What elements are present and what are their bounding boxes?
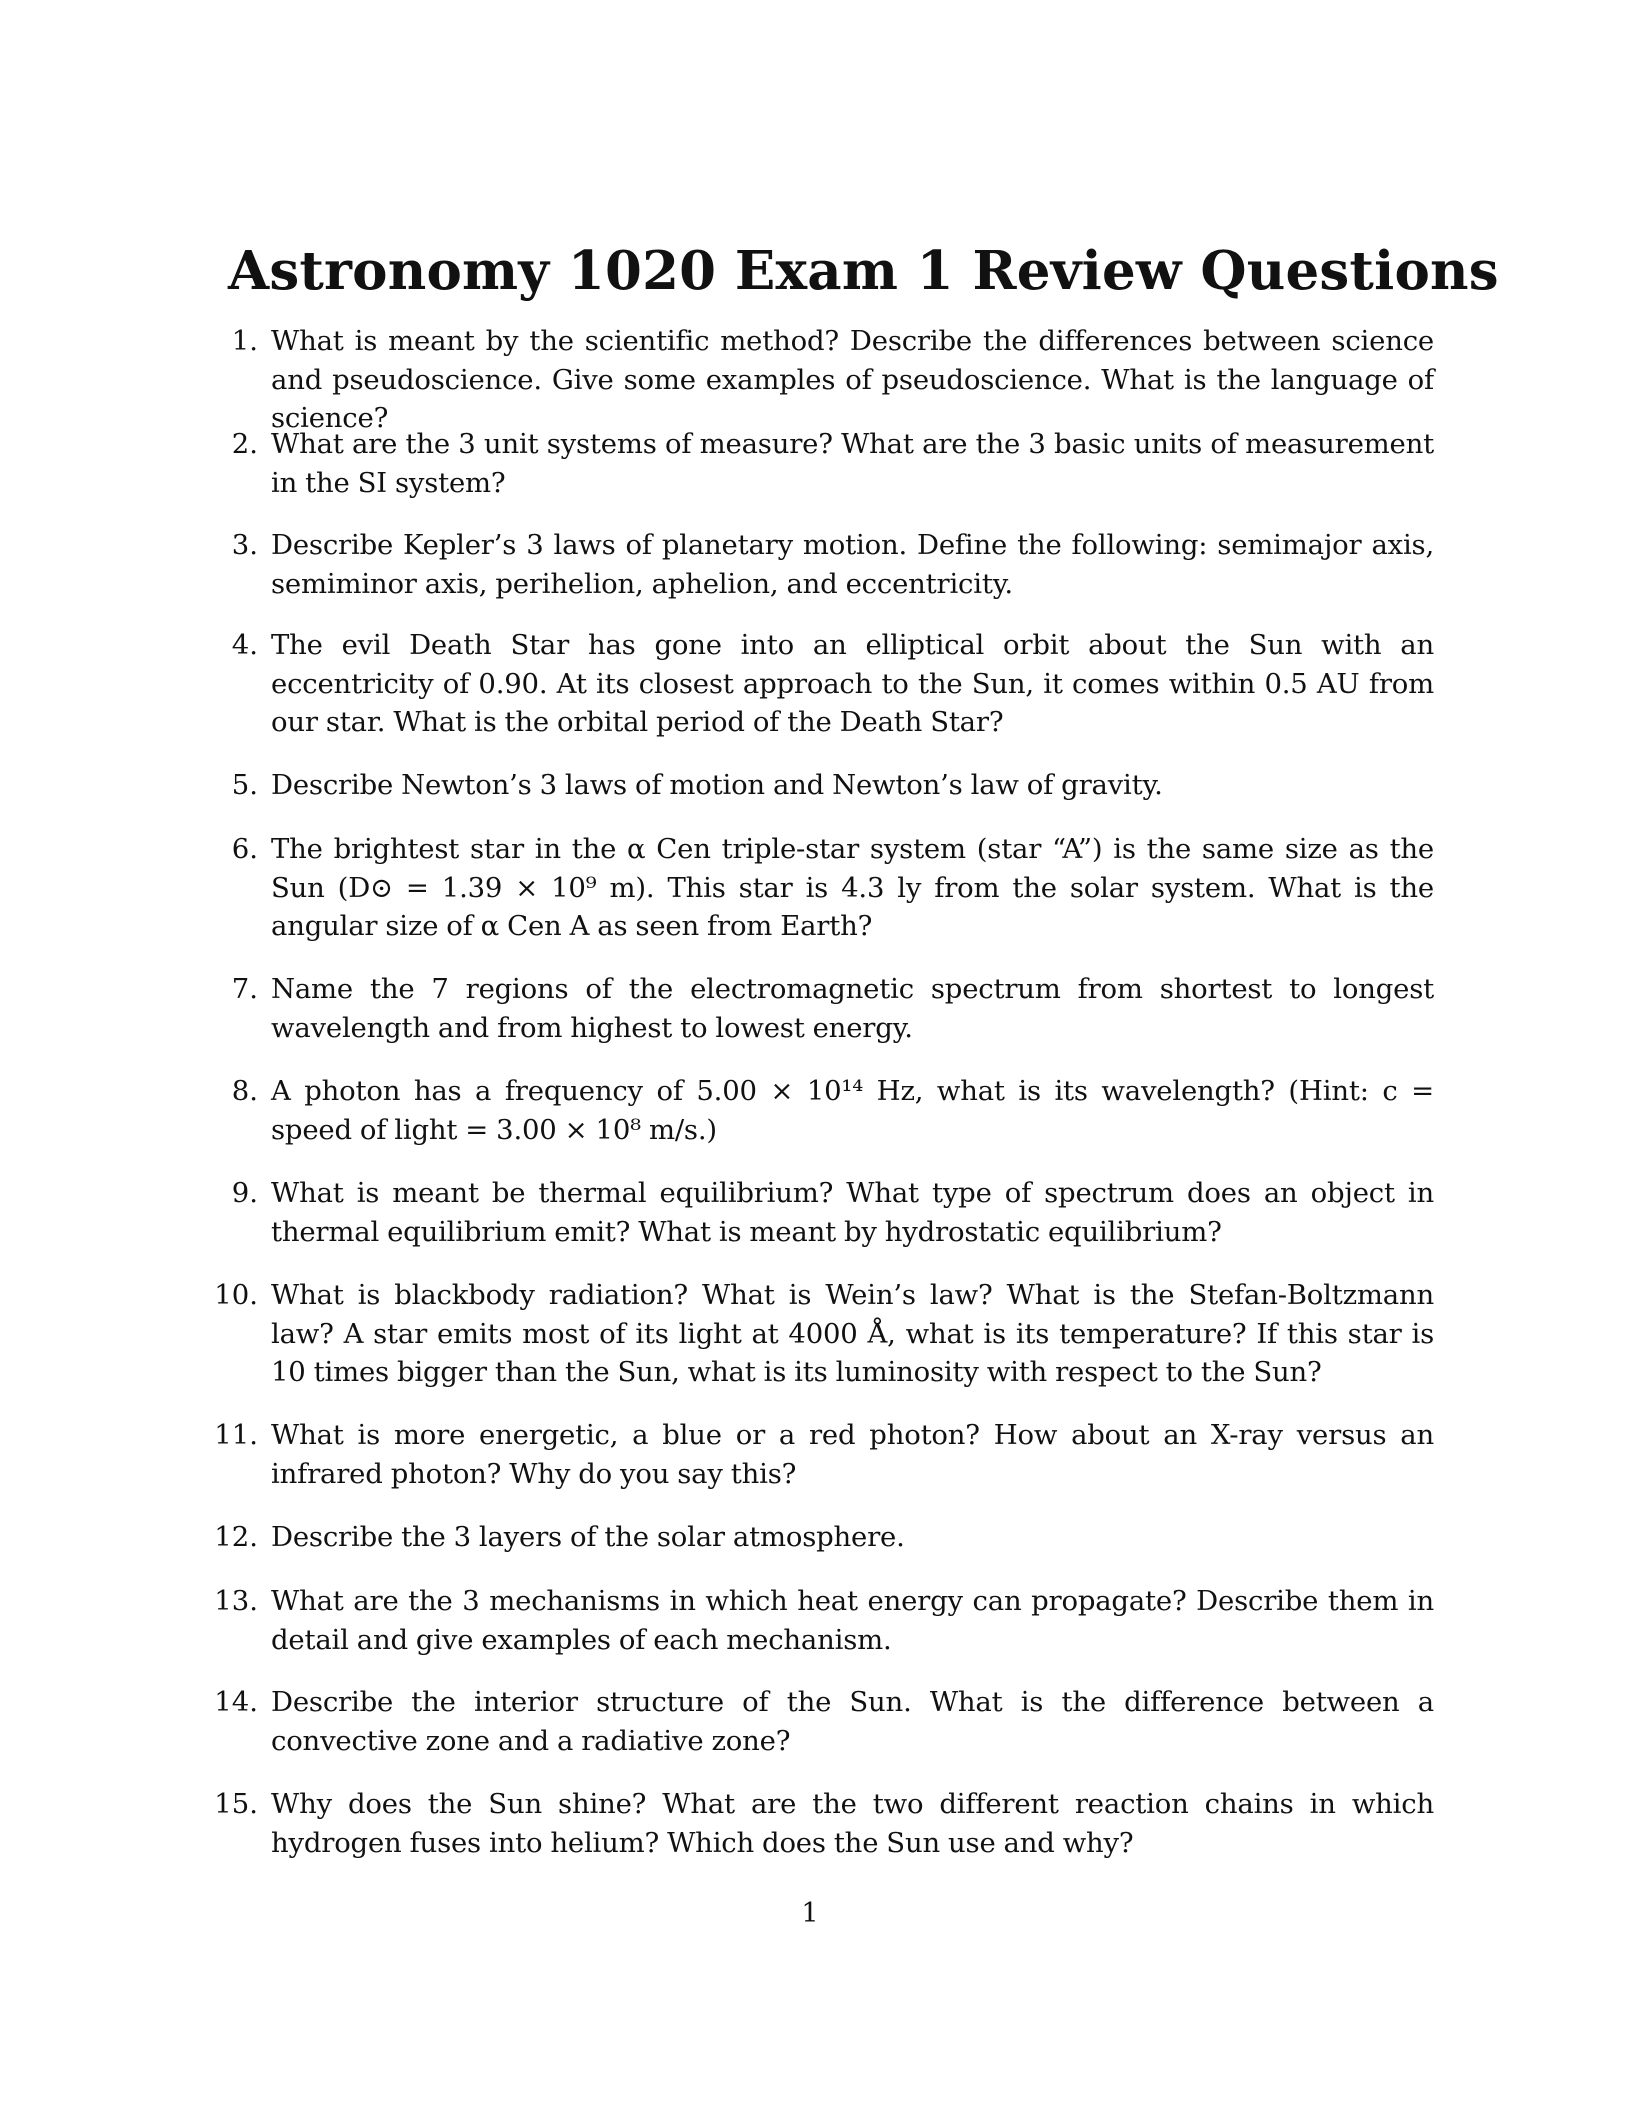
question-text: Describe Newton’s 3 laws of motion and Newton’s law of gravity. (271, 769, 1163, 801)
question-text: Why does the Sun shine? What are the two different reaction chains in which hydrogen fuses into helium? Which does the Sun use and why? (271, 1788, 1434, 1859)
question-number: 9. (231, 1177, 258, 1209)
question-number: 10. (214, 1279, 258, 1311)
question-text: What is meant by the scientific method? Describe the differences between science and pseudoscience. Give some examples of pseudoscience. What is the language of science? (271, 325, 1434, 434)
question-number: 4. (231, 629, 258, 661)
question-text: What are the 3 unit systems of measure? What are the 3 basic units of measurement in the SI system? (271, 428, 1434, 499)
question-number: 1. (231, 325, 258, 357)
question-number: 14. (214, 1686, 258, 1718)
question-number: 7. (231, 973, 258, 1005)
question-text: Name the 7 regions of the electromagnetic spectrum from shortest to longest wavelength and from highest to lowest energy. (271, 973, 1434, 1044)
question-number: 12. (214, 1521, 258, 1553)
question-number: 5. (231, 769, 258, 801)
question-number: 11. (214, 1419, 258, 1451)
question-text: Describe the interior structure of the Sun. What is the difference between a convective zone and a radiative zone? (271, 1686, 1434, 1757)
question-number: 6. (231, 833, 258, 865)
question-text: The evil Death Star has gone into an elliptical orbit about the Sun with an eccentricity of 0.90. At its closest approach to the Sun, it comes within 0.5 AU from our star. What is the orbital period of the Death Star? (271, 629, 1434, 738)
question-text: What are the 3 mechanisms in which heat energy can propagate? Describe them in detail and give examples of each mechanism. (271, 1585, 1434, 1656)
question-text: What is more energetic, a blue or a red photon? How about an X-ray versus an infrared photon? Why do you say this? (271, 1419, 1434, 1490)
question-number: 2. (231, 428, 258, 460)
question-text: The brightest star in the α Cen triple-star system (star “A”) is the same size as the Sun (D⊙ = 1.39 × 10⁹ m). This star is 4.3 ly from the solar system. What is the angular size of α Cen A as seen from Earth? (271, 833, 1434, 942)
page-title: Astronomy 1020 Exam 1 Review Questions (228, 240, 1499, 302)
question-number: 8. (231, 1075, 258, 1107)
question-text: Describe the 3 layers of the solar atmosphere. (271, 1521, 905, 1553)
question-text: A photon has a frequency of 5.00 × 10¹⁴ Hz, what is its wavelength? (Hint: c = speed of light = 3.00 × 10⁸ m/s.) (271, 1075, 1434, 1146)
question-text: What is meant be thermal equilibrium? What type of spectrum does an object in thermal equilibrium emit? What is meant by hydrostatic equilibrium? (271, 1177, 1434, 1248)
page-number: 1 (801, 1898, 819, 1929)
question-text: Describe Kepler’s 3 laws of planetary motion. Define the following: semimajor axis, semiminor axis, perihelion, aphelion, and eccentricity. (271, 529, 1434, 600)
question-number: 15. (214, 1788, 258, 1820)
question-number: 3. (231, 529, 258, 561)
question-number: 13. (214, 1585, 258, 1617)
question-text: What is blackbody radiation? What is Wein’s law? What is the Stefan-Boltzmann law? A star emits most of its light at 4000 Å, what is its temperature? If this star is 10 times bigger than the Sun, what is its luminosity with respect to the Sun? (271, 1279, 1434, 1388)
